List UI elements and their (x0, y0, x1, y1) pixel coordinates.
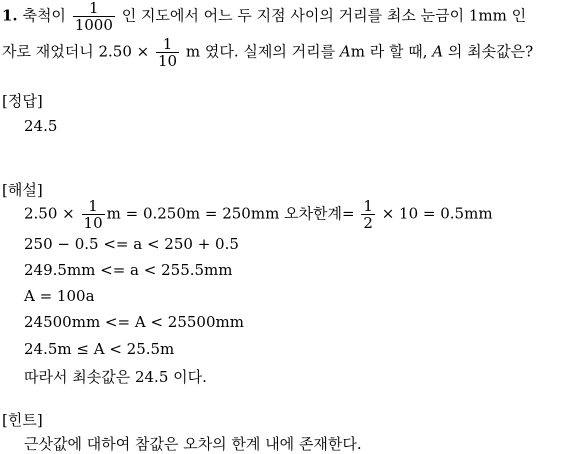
solution-line-4: A = 100a (24, 287, 95, 305)
solution-line-1 (24, 198, 493, 231)
solution-line-7: 따라서 최솟값은 24.5 이다. (24, 368, 207, 386)
answer-header: [정답] (2, 92, 43, 110)
hint-header: [힌트] (2, 411, 43, 429)
problem-text-2: 인 지도에서 어느 두 지점 사이의 거리를 최소 눈금이 1mm 인 (121, 6, 527, 25)
solution-fraction-1 (82, 198, 105, 231)
solution-line-5: 24500mm <= A < 25500mm (24, 313, 244, 331)
problem-var-a: A (339, 42, 351, 61)
solution-line-2: 250 − 0.5 <= a < 250 + 0.5 (24, 235, 239, 253)
problem-number: 1. (2, 6, 18, 25)
problem-text-6: 의 최솟값은? (447, 42, 534, 61)
solution-line-3: 249.5mm <= a < 255.5mm (24, 261, 233, 279)
solution-line1-post: × 10 = 0.5mm (381, 204, 493, 223)
answer-value: 24.5 (24, 117, 58, 135)
measure-fraction-num: 1 (162, 35, 173, 53)
solution-fraction-2 (361, 198, 375, 231)
solution-header: [해설] (2, 181, 43, 199)
problem-text-4: m 였다. 실제의 거리를 (185, 42, 336, 61)
problem-var-a-2: A (432, 42, 444, 61)
solution-line1-pre: 2.50 × (24, 204, 75, 223)
scale-fraction (73, 0, 115, 33)
problem-line-2 (2, 36, 533, 69)
measure-fraction (156, 36, 179, 69)
solution-fraction-1-num: 1 (88, 197, 98, 215)
problem-text-5: m 라 할 때, (350, 42, 428, 61)
problem-line-1 (2, 0, 526, 33)
problem-text-1: 축척이 (22, 6, 66, 25)
hint-text: 근삿값에 대하여 참값은 오차의 한계 내에 존재한다. (24, 435, 362, 453)
solution-fraction-1-den: 10 (83, 214, 103, 232)
solution-line1-mid: m = 0.250m = 250mm 오차한계= (106, 204, 355, 223)
scale-fraction-num: 1 (89, 0, 99, 17)
solution-fraction-2-num: 1 (363, 197, 373, 215)
solution-line-6: 24.5m ≤ A < 25.5m (24, 340, 175, 358)
measure-fraction-den: 10 (158, 52, 178, 70)
problem-text-3: 자로 재었더니 2.50 × (2, 42, 150, 61)
solution-fraction-2-den: 2 (363, 214, 373, 232)
scale-fraction-den: 1000 (74, 16, 113, 34)
